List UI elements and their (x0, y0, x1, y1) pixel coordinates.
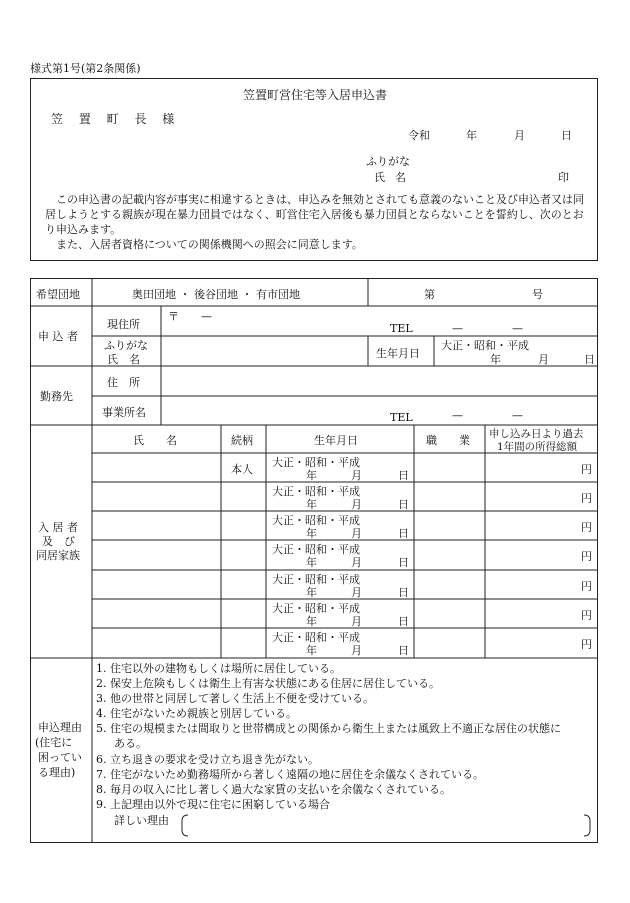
reason-5[interactable]: 5. 住宅の規模または間取りと世帯構成との関係から衛生上または風致上不適正な居住の状態に (96, 722, 561, 735)
self-label: 本人 (231, 463, 253, 476)
row7-day: 日 (398, 644, 409, 657)
row6-yen: 円 (581, 609, 592, 622)
reason-1[interactable]: 1. 住宅以外の建物もしくは場所に居住している。 (96, 662, 341, 675)
reason-7[interactable]: 7. 住宅がないため勤務場所から著しく遠隔の地に居住を余儀なくされている。 (96, 768, 484, 781)
row1-year: 年 (306, 469, 317, 482)
row4-year: 年 (306, 556, 317, 569)
furigana-name-label-1: ふりがな (104, 339, 148, 352)
row2-year: 年 (306, 498, 317, 511)
row7-era[interactable]: 大正・昭和・平成 (272, 631, 360, 644)
reason-8[interactable]: 8. 毎月の収入に比し著しく過大な家賃の支払いを余儀なくされている。 (96, 783, 451, 796)
work-tel-dash-1: — (452, 409, 463, 422)
workplace-label: 勤務先 (40, 390, 73, 403)
applicant-label: 申 込 者 (38, 330, 78, 343)
applicant-era-options[interactable]: 大正・昭和・平成 (441, 339, 529, 352)
applicant-birthdate-label: 生年月日 (376, 347, 420, 360)
row7-yen: 円 (581, 638, 592, 651)
date-day[interactable]: 日 (561, 129, 572, 142)
col-income-2: 1年間の所得総額 (497, 441, 578, 453)
reason-5-cont: ある。 (114, 737, 147, 750)
row3-year: 年 (306, 527, 317, 540)
row5-day: 日 (398, 586, 409, 599)
header-box (30, 78, 598, 261)
row7-month: 月 (351, 644, 362, 657)
reason-label-2: (住宅に (35, 736, 73, 749)
work-address-label: 住 所 (107, 376, 140, 389)
row3-yen: 円 (581, 521, 592, 534)
furigana-label: ふりがな (366, 155, 410, 168)
number-suffix: 号 (532, 288, 543, 301)
row2-era[interactable]: 大正・昭和・平成 (272, 485, 360, 498)
work-tel-dash-2: — (512, 409, 523, 422)
applicant-year-label: 年 (490, 353, 501, 366)
row6-month: 月 (351, 615, 362, 628)
office-name-label: 事業所名 (102, 406, 146, 419)
household-label-1: 入 居 者 (38, 521, 78, 534)
number-prefix: 第 (424, 288, 435, 301)
row1-yen: 円 (581, 463, 592, 476)
furigana-name-label-2: 氏 名 (107, 353, 140, 366)
row3-month: 月 (351, 527, 362, 540)
row1-month: 月 (351, 469, 362, 482)
form-title: 笠置町営住宅等入居申込書 (242, 88, 387, 102)
detail-reason-label: 詳しい理由 (114, 814, 169, 827)
reason-2[interactable]: 2. 保安上危険もしくは衛生上有害な状態にある住居に居住している。 (96, 677, 440, 690)
tel-dash-1: — (452, 322, 463, 335)
form-number: 様式第1号(第2条関係) (30, 62, 141, 75)
consent-text: また、入居者資格についての関係機関への照会に同意します。 (56, 238, 363, 251)
name-label: 氏名 (374, 171, 416, 184)
row6-day: 日 (398, 615, 409, 628)
col-relation: 続柄 (231, 434, 253, 447)
row5-year: 年 (306, 586, 317, 599)
row6-year: 年 (306, 615, 317, 628)
tel-label: TEL (390, 322, 413, 335)
desired-label: 希望団地 (36, 288, 80, 301)
col-job: 職 業 (426, 434, 470, 447)
date-era: 令和 (408, 129, 430, 142)
row4-day: 日 (398, 556, 409, 569)
row6-era[interactable]: 大正・昭和・平成 (272, 602, 360, 615)
col-birthdate: 生年月日 (314, 434, 358, 447)
tel-dash-2: — (512, 322, 523, 335)
col-name: 氏 名 (133, 434, 177, 447)
declaration-text: この申込書の記載内容が事実に相違するときは、申込みを無効とされても意義のないこと及び申込者又は同居しようとする親族が現在暴力団員ではなく、町営住宅入居後も暴力団員とならないことを誓約し、次のとおり申込みます。 (45, 193, 584, 236)
row2-yen: 円 (581, 492, 592, 505)
reason-label-3: 困ってい (38, 751, 82, 764)
reason-6[interactable]: 6. 立ち退きの要求を受け立ち退き先がない。 (96, 753, 319, 766)
reason-4[interactable]: 4. 住宅がないため親族と別居している。 (96, 707, 297, 720)
desired-options[interactable]: 奥田団地 ・ 後谷団地 ・ 有市団地 (132, 288, 300, 301)
row5-yen: 円 (581, 580, 592, 593)
col-income-1: 申し込み日より過去 (489, 428, 584, 440)
household-label-2: 及 び (42, 535, 75, 548)
seal-label: 印 (558, 171, 569, 184)
row7-year: 年 (306, 644, 317, 657)
postal-mark[interactable]: 〒 — (168, 310, 212, 323)
row4-month: 月 (351, 556, 362, 569)
date-year[interactable]: 年 (466, 129, 477, 142)
row2-day: 日 (398, 498, 409, 511)
current-address-label: 現住所 (107, 318, 140, 331)
row3-era[interactable]: 大正・昭和・平成 (272, 514, 360, 527)
addressee: 笠 置 町 長 様 (51, 112, 181, 126)
reason-3[interactable]: 3. 他の世帯と同居して著しく生活上不便を受けている。 (96, 692, 374, 705)
row4-era[interactable]: 大正・昭和・平成 (272, 543, 360, 556)
row3-day: 日 (398, 527, 409, 540)
row4-yen: 円 (581, 550, 592, 563)
row1-day: 日 (398, 469, 409, 482)
row2-month: 月 (351, 498, 362, 511)
date-month[interactable]: 月 (514, 129, 525, 142)
row5-era[interactable]: 大正・昭和・平成 (272, 573, 360, 586)
row5-month: 月 (351, 586, 362, 599)
reason-9[interactable]: 9. 上記理由以外で現に住宅に困窮している場合 (96, 798, 330, 811)
reason-label-1: 申込理由 (38, 721, 82, 734)
work-tel-label: TEL (390, 411, 413, 424)
household-label-3: 同居家族 (36, 549, 80, 562)
applicant-day-label: 日 (584, 353, 595, 366)
row1-era[interactable]: 大正・昭和・平成 (272, 456, 360, 469)
applicant-month-label: 月 (538, 353, 549, 366)
reason-label-4: る理由) (38, 766, 76, 779)
application-table (30, 278, 598, 843)
